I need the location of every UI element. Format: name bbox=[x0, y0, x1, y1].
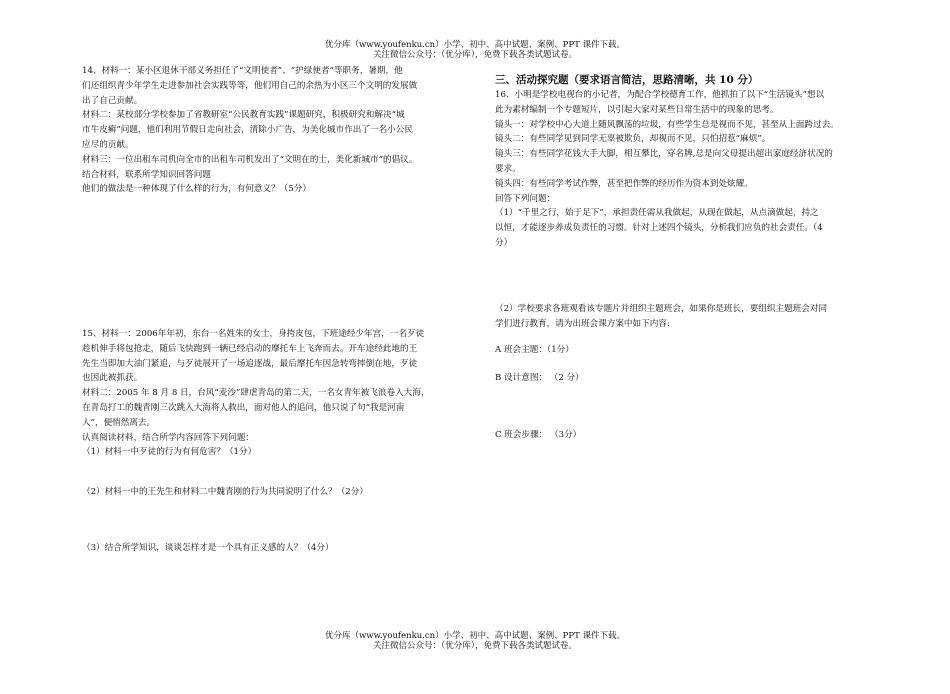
q14-text: 市牛皮癣”问题，他们利用节假日走向社会，清除小广告，为美化城市作出了一名小公民 bbox=[82, 125, 413, 136]
question-14 bbox=[82, 64, 470, 197]
q14-text: 材料三：一位出租车司机向全市的出租车司机发出了“文明在的士，美化新城市”的倡议。 bbox=[82, 154, 418, 165]
q16-item-a: A 班会主题：（1分） bbox=[495, 345, 574, 355]
q14-question: 他们的做法是一种体现了什么样的行为，有何意义？（5分） bbox=[82, 184, 311, 195]
q14-text: 们还组织青少年学生走进参加社会实践等等，他们用自己的余热为小区三个文明的发展做 bbox=[82, 80, 418, 91]
header-line-2: 关注微信公众号：（优分库），免费下载各类试题试卷。 bbox=[372, 50, 577, 60]
q14-instruction: 结合材料，联系所学知识回答问题 bbox=[82, 169, 211, 180]
q16-sub-question-1: 分） bbox=[495, 237, 513, 248]
q16-sub-question-1: （1）“千里之行，始于足下”，承担责任需从我做起，从现在做起，从点滴做起，持之 bbox=[495, 208, 819, 219]
q16-sub-question-2: 学们进行教育，请为出班会课方案中如下内容: bbox=[495, 318, 670, 329]
q16-text: 此为素材编制一个专题短片，以引起大家对某些日常生活中的现象的思考。 bbox=[495, 104, 779, 115]
q16-shot: 镜头四：有些同学考试作弊，甚至把作弊的经历作为资本到处炫耀。 bbox=[495, 178, 753, 189]
footer-line-2: 关注微信公众号：（优分库），免费下载各类试题试卷。 bbox=[372, 641, 577, 651]
q14-text: 出了自己贡献。 bbox=[82, 95, 143, 106]
q16-sub-question-1: 以恒，才能逐步养成负责任的习惯。针对上述四个镜头，分析我们应负的社会责任。（4 bbox=[495, 223, 823, 234]
q14-text: 材料二：某校部分学校参加了省教研室“公民教育实践”课题研究，积极研究和解决“城 bbox=[82, 110, 405, 121]
q15-text: 人”，便悄然离去。 bbox=[82, 417, 156, 428]
q15-text: 在青岛打工的魏青刚三次跳入大海将人救出，面对他人的追问，他只说了句“我是河南 bbox=[82, 402, 405, 413]
header-line-1: 优分库（www.youfenku.cn）小学、初中、高中试题、案例、PPT 课件下载。 bbox=[325, 40, 625, 50]
q16-sub-question-2-block bbox=[495, 302, 879, 332]
page-footer bbox=[0, 631, 950, 651]
section-3 bbox=[495, 72, 879, 251]
q15-sub-question-3: （3）结合所学知识，谈谈怎样才是一个具有正义感的人？（4分） bbox=[82, 543, 334, 553]
q15-text: 15、材料一：2006年年初，东台一名姓朱的女士，身挎皮包，下班途经少年宫，一名歹徒 bbox=[82, 329, 425, 339]
q16-shot: 镜头一：对学校中心大道上随风飘荡的垃圾，有些学生总是视而不见，甚至从上面跨过去。 bbox=[495, 119, 839, 130]
q14-text: 14、材料一：某小区退休干部义务担任了“文明使者”、“护绿使者”等职务，暑期，他 bbox=[82, 66, 403, 76]
q16-shot: 镜头三：有些同学花钱大手大脚，相互攀比，穿名牌,总是向父母提出超出家庭经济状况的 bbox=[495, 149, 833, 160]
page-header bbox=[0, 40, 950, 60]
q15-sub-question-2: （2）材料一中的王先生和材料二中魏青刚的行为共同说明了什么？（2分） bbox=[82, 487, 368, 497]
q16-item-b: B 设计意图： （2 分） bbox=[495, 373, 584, 383]
q16-text: 16、小明是学校电视台的小记者，为配合学校德育工作，他抓拍了以下“生活镜头”想以 bbox=[495, 90, 825, 100]
q15-instruction: 认真阅读材料，结合所学内容回答下列问题： bbox=[82, 432, 254, 443]
question-15 bbox=[82, 327, 470, 460]
q16-sub-question-2: （2）学校要求各班观看该专题片并组织主题班会，如果你是班长，要组织主题班会对同 bbox=[495, 304, 828, 314]
q16-instruction: 回答下列问题： bbox=[495, 193, 556, 204]
q15-text: 先生当即加大油门紧追，与歹徒展开了一场追逐战，最后摩托车因急转弯摔倒在地，歹徒 bbox=[82, 358, 418, 369]
q15-text: 趁机伸手将包抢走，随后飞快跑到一辆已经启动的摩托车上飞奔而去。开车途经此地的王 bbox=[82, 343, 418, 354]
q16-shot: 要求。 bbox=[495, 163, 521, 174]
q15-text: 材料二：2005 年 8 月 8 日，台风“麦沙”肆虐青岛的第二天，一名女青年被飞浪卷入大海， bbox=[82, 388, 430, 399]
q14-text: 应尽的贡献。 bbox=[82, 139, 134, 150]
q15-text: 也因此被抓获。 bbox=[82, 373, 143, 384]
q15-sub-question-1: （1）材料一中歹徒的行为有何危害？（1分） bbox=[82, 447, 257, 458]
section-title: 三、活动探究题（要求语言简洁，思路清晰，共 10 分） bbox=[495, 74, 759, 86]
q16-item-c: C 班会步骤： （3分） bbox=[495, 430, 582, 440]
q16-shot: 镜头二：有些同学见到同学无辜被欺负，却视而不见，只怕招惹“麻烦”。 bbox=[495, 134, 771, 145]
footer-line-1: 优分库（www.youfenku.cn）小学、初中、高中试题、案例、PPT 课件下载。 bbox=[325, 631, 625, 641]
